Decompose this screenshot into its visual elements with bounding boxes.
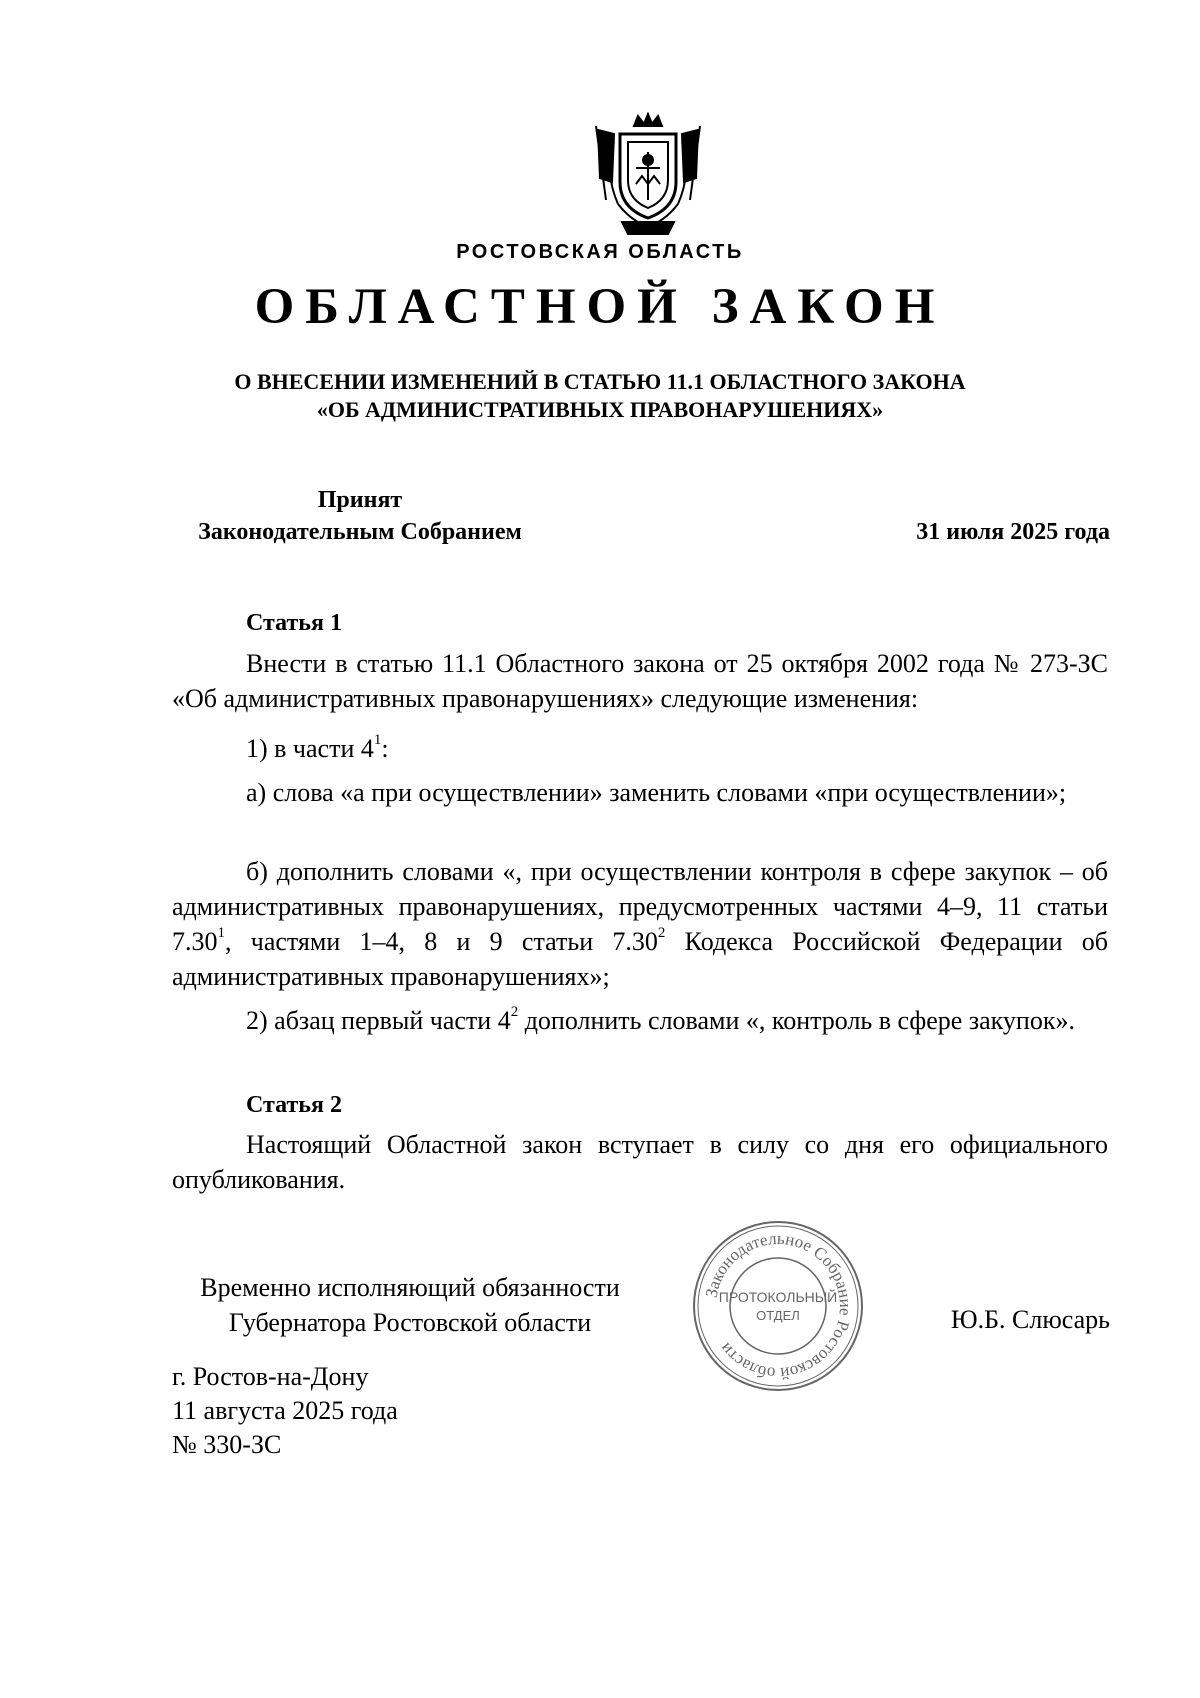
article-1-item-1 bbox=[172, 731, 1108, 766]
item-b-text-3: Кодекса Российской Федерации об административных правонарушениях»; bbox=[172, 927, 1108, 991]
place-date-number bbox=[172, 1360, 398, 1462]
adoption-line-1: Принят bbox=[317, 487, 403, 513]
law-title bbox=[0, 368, 1200, 424]
item-2-superscript: 2 bbox=[510, 1004, 519, 1021]
item-1-superscript: 1 bbox=[373, 732, 382, 749]
signatory-title bbox=[170, 1270, 650, 1340]
law-title-line-2: «ОБ АДМИНИСТРАТИВНЫХ ПРАВОНАРУШЕНИЯХ» bbox=[316, 397, 884, 422]
article-1-heading: Статья 1 bbox=[246, 610, 342, 636]
item-1-colon: : bbox=[381, 734, 389, 763]
signatory-name: Ю.Б. Слюсарь bbox=[950, 1305, 1110, 1334]
article-1-intro: Внести в статью 11.1 Областного закона от 25 октября 2002 года № 273-ЗС «Об административных правонарушениях» следующие изменения: bbox=[172, 649, 1108, 713]
document-type-title: ОБЛАСТНОЙ ЗАКОН bbox=[254, 279, 946, 335]
article-2-heading: Статья 2 bbox=[246, 1092, 342, 1118]
item-b-text-2: , частями 1–4, 8 и 9 статьи 7.30 bbox=[225, 927, 658, 956]
stamp-center-line-1: ПРОТОКОЛЬНЫЙ bbox=[718, 1289, 838, 1305]
article-1-item-a: а) слова «а при осуществлении» заменить словами «при осуществлении»; bbox=[246, 778, 1067, 807]
article-1-item-2 bbox=[172, 1003, 1108, 1038]
item-1-text: 1) в части 4 bbox=[246, 734, 374, 763]
adoption-date: 31 июля 2025 года bbox=[916, 519, 1110, 545]
signing-city: г. Ростов-на-Дону bbox=[172, 1362, 369, 1391]
item-b-superscript-2: 2 bbox=[657, 925, 666, 942]
svg-text:Законодательное Собрание Росто bbox=[702, 1229, 856, 1383]
signatory-title-line-1: Временно исполняющий обязанности bbox=[200, 1273, 620, 1302]
stamp-center-line-2: ОТДЕЛ bbox=[756, 1308, 800, 1323]
official-stamp bbox=[690, 1218, 866, 1394]
article-1-item-b bbox=[172, 854, 1108, 994]
signatory-title-line-2: Губернатора Ростовской области bbox=[228, 1308, 592, 1337]
article-2-text: Настоящий Областной закон вступает в силу со дня его официального опубликования. bbox=[172, 1130, 1108, 1194]
stamp-ring-text: Законодательное Собрание Ростовской области bbox=[701, 1228, 856, 1384]
item-b-text-1: б) дополнить словами «, при осуществлении контроля в сфере закупок – об административных правонарушениях, предусмотренных частями 4–9, 11 статьи 7.30 bbox=[172, 857, 1108, 956]
adoption-block bbox=[160, 484, 560, 548]
region-name: РОСТОВСКАЯ ОБЛАСТЬ bbox=[456, 241, 744, 263]
item-2-text-2: дополнить словами «, контроль в сфере закупок». bbox=[518, 1006, 1075, 1035]
item-b-superscript-1: 1 bbox=[217, 925, 225, 942]
law-title-line-1: О ВНЕСЕНИИ ИЗМЕНЕНИЙ В СТАТЬЮ 11.1 ОБЛАСТНОГО ЗАКОНА bbox=[234, 369, 966, 394]
item-2-text-1: 2) абзац первый части 4 bbox=[246, 1006, 511, 1035]
coat-of-arms-icon bbox=[592, 112, 704, 238]
adoption-line-2: Законодательным Собранием bbox=[198, 519, 522, 545]
law-number: № 330-ЗС bbox=[172, 1430, 282, 1459]
signing-date: 11 августа 2025 года bbox=[172, 1396, 398, 1425]
